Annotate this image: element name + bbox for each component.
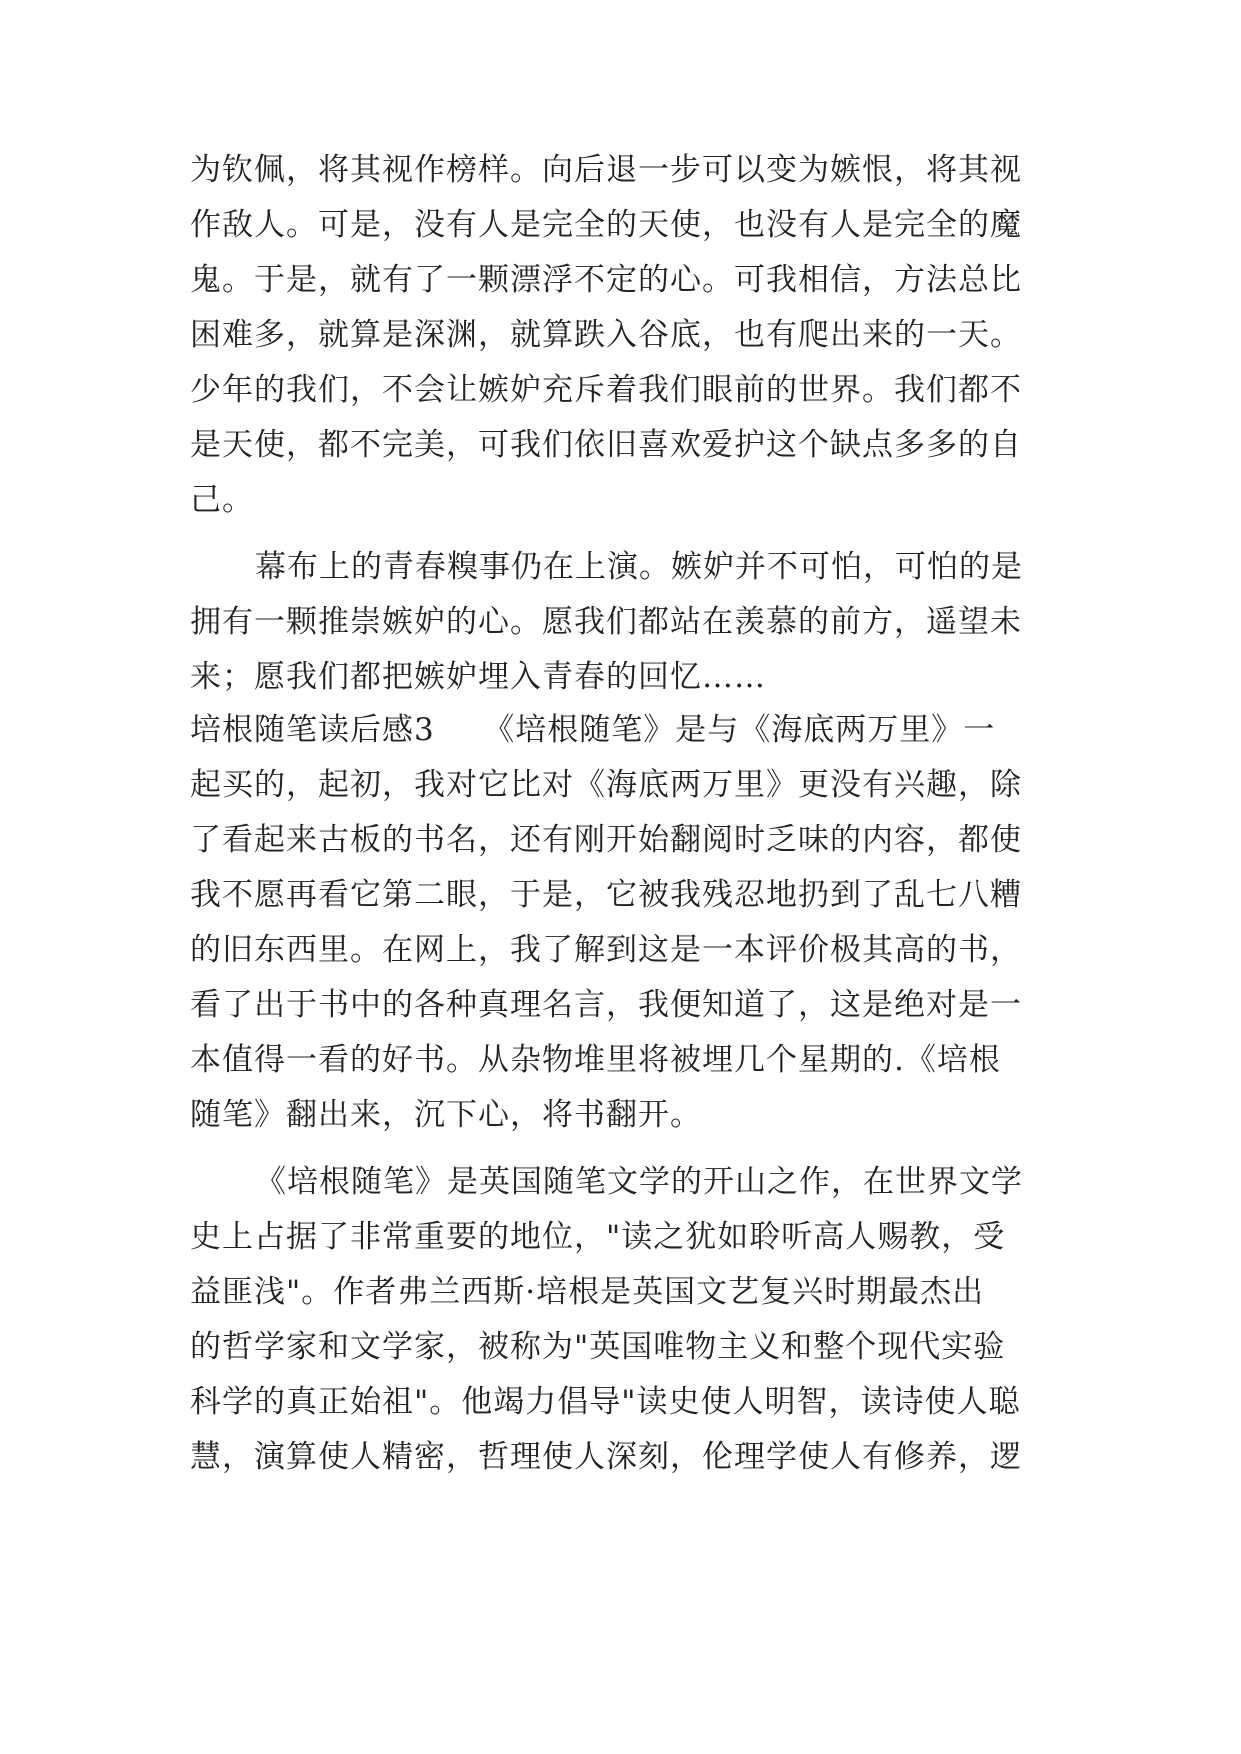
text-line: 困难多，就算是深渊，就算跌入谷底，也有爬出来的一天。 [190,317,1022,353]
text-line: 鬼。于是，就有了一颗漂浮不定的心。可我相信，方法总比 [190,262,1022,298]
text-line: 史上占据了非常重要的地位，"读之犹如聆听高人赐教，受 [190,1219,1006,1255]
text-line: 来；愿我们都把嫉妒埋入青春的回忆…… [190,659,766,695]
text-line: 少年的我们，不会让嫉妒充斥着我们眼前的世界。我们都不 [190,372,1022,408]
text-line: 作敌人。可是，没有人是完全的天使，也没有人是完全的魔 [190,207,1022,243]
text-line: 益匪浅"。作者弗兰西斯·培根是英国文艺复兴时期最杰出 [190,1274,985,1310]
text-line: 为钦佩，将其视作榜样。向后退一步可以变为嫉恨，将其视 [190,152,1022,188]
section-heading-line: 培根随笔读后感3 《培根随笔》是与《海底两万里》一 [190,712,996,748]
text-line: 慧，演算使人精密，哲理使人深刻，伦理学使人有修养，逻 [190,1439,1022,1475]
text-line: 己。 [190,482,254,518]
text-line: 拥有一颗推崇嫉妒的心。愿我们都站在羡慕的前方，遥望未 [190,604,1022,640]
text-line: 了看起来古板的书名，还有刚开始翻阅时乏味的内容，都使 [190,822,1022,858]
text-line: 我不愿再看它第二眼，于是，它被我残忍地扔到了乱七八糟 [190,877,1022,913]
text-line: 科学的真正始祖"。他竭力倡导"读史使人明智，读诗使人聪 [190,1384,1021,1420]
text-line: 的旧东西里。在网上，我了解到这是一本评价极其高的书， [190,932,1022,968]
text-line: 起买的，起初，我对它比对《海底两万里》更没有兴趣，除 [190,767,1022,803]
text-line: 本值得一看的好书。从杂物堆里将被埋几个星期的.《培根 [190,1042,1001,1078]
text-line: 看了出于书中的各种真理名言，我便知道了，这是绝对是一 [190,987,1022,1023]
text-line: 是天使，都不完美，可我们依旧喜欢爱护这个缺点多多的自 [190,427,1022,463]
text-line: 随笔》翻出来，沉下心，将书翻开。 [190,1097,702,1133]
paragraph-start-line: 幕布上的青春糗事仍在上演。嫉妒并不可怕，可怕的是 [255,549,1023,585]
text-line: 的哲学家和文学家，被称为"英国唯物主义和整个现代实验 [190,1329,1006,1365]
paragraph-start-line: 《培根随笔》是英国随笔文学的开山之作，在世界文学 [255,1164,1023,1200]
